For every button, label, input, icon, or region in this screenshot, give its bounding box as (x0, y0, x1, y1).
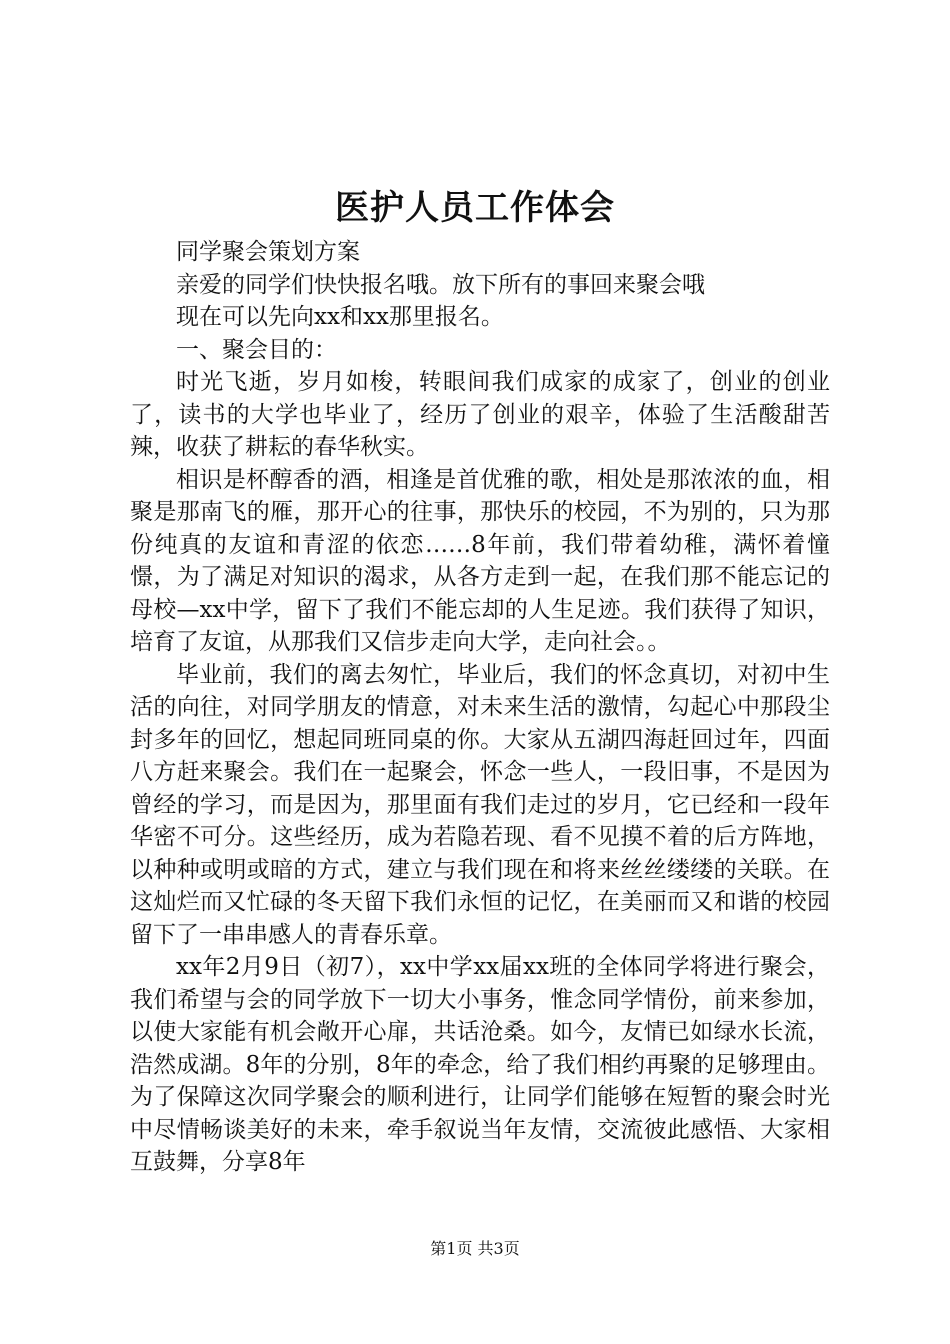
paragraph: 相识是杯醇香的酒，相逢是首优雅的歌，相处是那浓浓的血，相聚是那南飞的雁，那开心的往事，那快乐的校园，不为别的，只为那份纯真的友谊和青涩的依恋……8年前，我们带着幼稚，满怀着憧憬，为了满足对知识的渴求，从各方走到一起，在我们那不能忘记的母校—xx中学，留下了我们不能忘却的人生足迹。我们获得了知识，培育了友谊，从那我们又信步走向大学，走向社会。。 (130, 466, 830, 655)
paragraph: 毕业前，我们的离去匆忙，毕业后，我们的怀念真切，对初中生活的向往，对同学朋友的情意，对未来生活的激情，勾起心中那段尘封多年的回忆，想起同班同桌的你。大家从五湖四海赶回过年，四面八方赶来聚会。我们在一起聚会，怀念一些人，一段旧事，不是因为曾经的学习，而是因为，那里面有我们走过的岁月，它已经和一段年华密不可分。这些经历，成为若隐若现、看不见摸不着的后方阵地，以种种或明或暗的方式，建立与我们现在和将来丝丝缕缕的关联。在这灿烂而又忙碌的冬天留下我们永恒的记忆，在美丽而又和谐的校园留下了一串串感人的青春乐章。 (130, 661, 830, 948)
paragraph-heading: 同学聚会策划方案 (176, 239, 360, 265)
paragraph: 时光飞逝，岁月如梭，转眼间我们成家的成家了，创业的创业了，读书的大学也毕业了，经历了创业的艰辛，体验了生活酸甜苦辣，收获了耕耘的春华秋实。 (130, 369, 830, 460)
document-title: 医护人员工作体会 (335, 188, 615, 228)
paragraph: 亲爱的同学们快快报名哦。放下所有的事回来聚会哦 (176, 271, 705, 298)
paragraph-section-heading: 一、聚会目的： (176, 336, 337, 363)
paragraph: 现在可以先向xx和xx那里报名。 (176, 304, 504, 330)
page-footer: 第1页 共3页 (430, 1239, 520, 1258)
document-body (130, 236, 830, 1179)
paragraph: xx年2月9日（初7），xx中学xx届xx班的全体同学将进行聚会，我们希望与会的同学放下一切大小事务，惟念同学情份，前来参加，以使大家能有机会敞开心扉，共话沧桑。如今，友情已如绿水长流，浩然成湖。8年的分别，8年的牵念，给了我们相约再聚的足够理由。为了保障这次同学聚会的顺利进行，让同学们能够在短暂的聚会时光中尽情畅谈美好的未来，牵手叙说当年友情，交流彼此感悟、大家相互鼓舞，分享8年 (130, 954, 830, 1175)
